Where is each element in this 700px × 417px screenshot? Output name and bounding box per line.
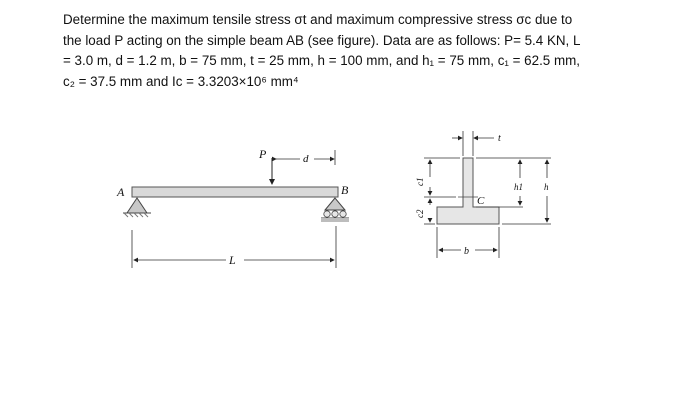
load-label: P [259,147,267,161]
span-label: L [229,253,236,267]
c2-label: c2 [415,209,425,218]
beam [132,187,338,197]
d-label: d [303,153,309,165]
beam-diagram [116,147,349,268]
support-a-pin [127,198,147,213]
problem-line-3: = 3.0 m, d = 1.2 m, b = 75 mm, t = 25 mm, h = 100 mm, and h₁ = 75 mm, c₁ = 62.5 mm, [63,53,580,68]
problem-line-4: c₂ = 37.5 mm and Ic = 3.3203×10⁶ mm⁴ [63,73,299,89]
c1-label: c1 [415,177,425,186]
h-label: h [544,182,549,192]
support-b-label: B [341,183,349,197]
t-section [437,158,499,224]
centroid-label: C [477,195,485,207]
b-label: b [464,246,469,257]
support-a-label: A [117,185,125,199]
t-label: t [498,133,501,144]
problem-line-1: Determine the maximum tensile stress σt and maximum compressive stress σc due to [63,12,573,27]
problem-line-2: the load P acting on the simple beam AB (see figure). Data are as follows: P= 5.4 KN, L [63,32,581,48]
cross-section-diagram [415,131,551,258]
support-b-roller [325,198,345,210]
h1-label: h1 [514,182,523,192]
